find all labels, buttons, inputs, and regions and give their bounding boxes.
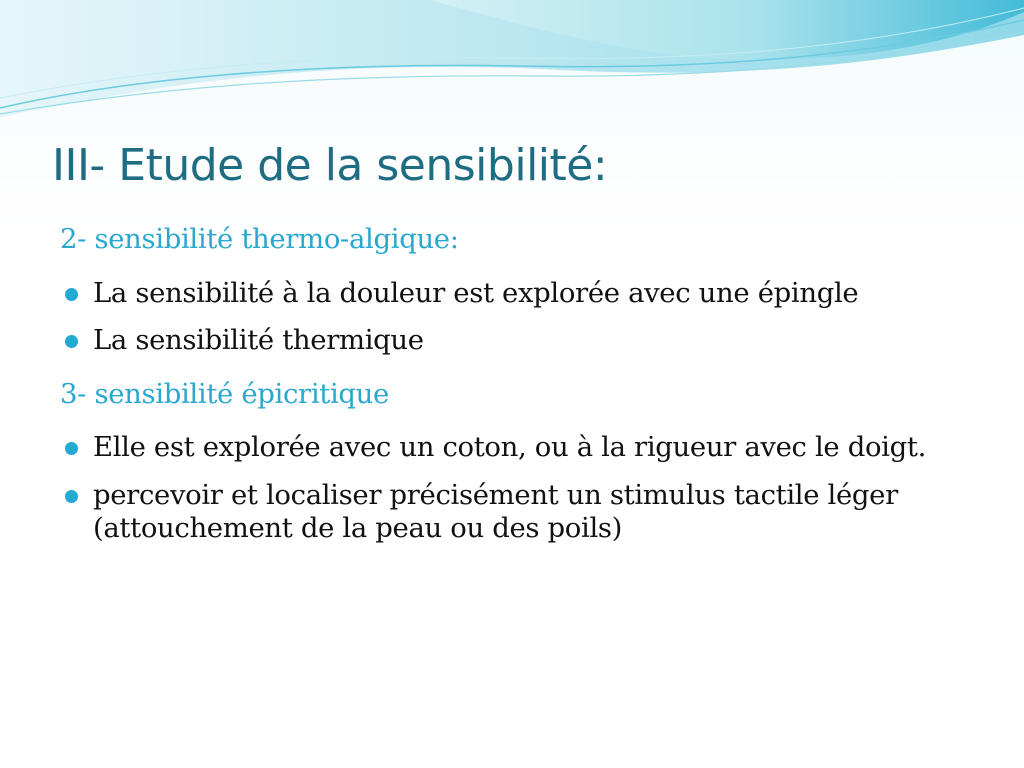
bullet-item (60, 277, 975, 311)
bullet-dot-icon (65, 288, 78, 301)
decorative-wave-header (0, 0, 1024, 130)
bullet-text: Elle est explorée avec un coton, ou à la rigueur avec le doigt. (93, 431, 926, 464)
section-heading: 2- sensibilité thermo-algique: (60, 223, 459, 255)
section-heading: 3- sensibilité épicritique (60, 377, 389, 410)
bullet-dot-icon (65, 490, 78, 503)
slide-title: III- Etude de la sensibilité: (52, 140, 608, 191)
bullet-dot-icon (65, 335, 78, 348)
bullet-text: percevoir et localiser précisément un stimulus tactile léger (attouchement de la peau ou des poils) (93, 478, 898, 545)
bullet-item (60, 324, 975, 358)
bullet-dot-icon (65, 442, 78, 455)
bullet-item (60, 479, 975, 546)
bullet-list (60, 277, 975, 358)
section-thermo-algique (60, 223, 975, 358)
bullet-list (60, 431, 975, 546)
slide-body (60, 223, 975, 566)
section-epicritique (60, 378, 975, 546)
bullet-text: La sensibilité à la douleur est explorée avec une épingle (93, 276, 859, 309)
bullet-text: La sensibilité thermique (93, 324, 424, 357)
bullet-item (60, 431, 975, 465)
